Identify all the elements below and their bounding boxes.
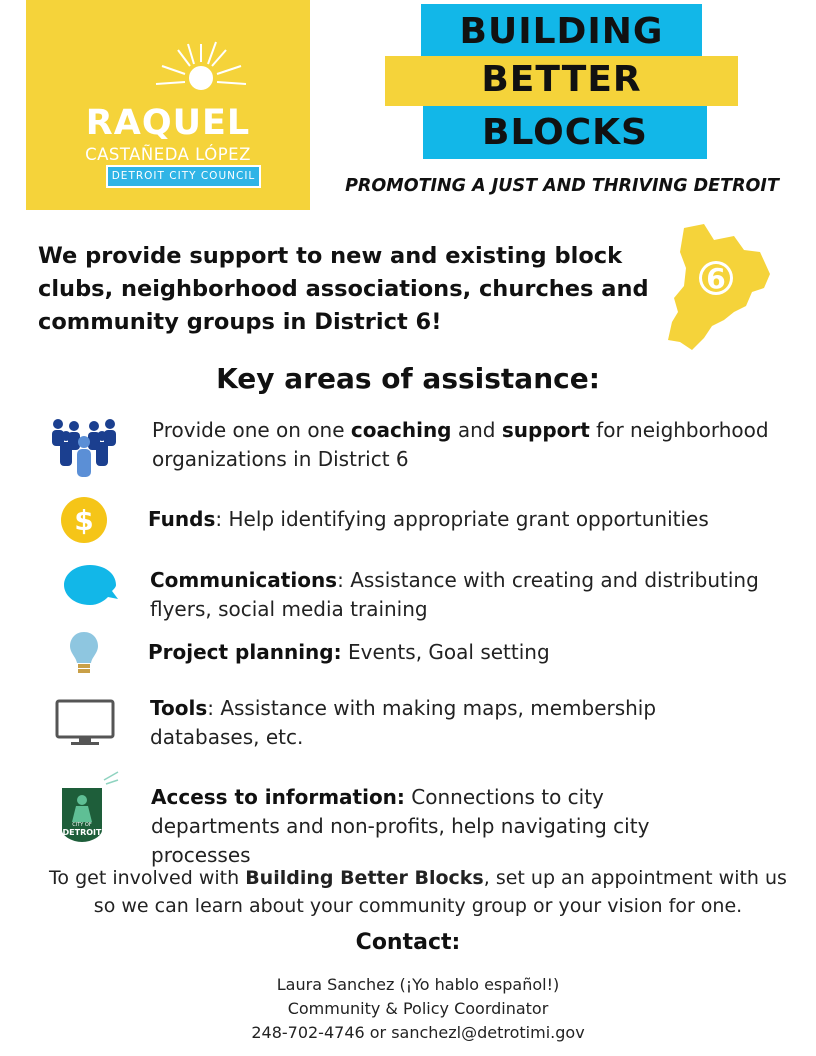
key-areas-heading: Key areas of assistance:	[216, 362, 600, 395]
intro-text: We provide support to new and existing block clubs, neighborhood associations, churches and community groups in District 6!	[38, 243, 649, 335]
district-map-icon	[664, 222, 772, 354]
item-communications-bold: Communications	[150, 568, 338, 592]
seal-city-of: CITY OF	[72, 822, 92, 828]
item-coaching	[152, 416, 782, 474]
involved-pre: To get involved with	[49, 867, 246, 889]
seal-detroit: DETROIT	[62, 828, 102, 837]
people-group-icon	[48, 416, 120, 478]
item-access-text: Connections to city departments and non-profits, help navigating city processes	[151, 785, 650, 867]
title-building: BUILDING	[421, 4, 702, 56]
contact-details: 248-702-4746 or sanchezl@detrotimi.gov	[251, 1023, 585, 1042]
computer-monitor-icon	[55, 699, 115, 747]
svg-text:$: $	[74, 504, 94, 537]
title-blocks: BLOCKS	[423, 106, 707, 159]
item-coaching-bold2: support	[501, 418, 590, 442]
item-tools-bold: Tools	[150, 696, 208, 720]
city-of-detroit-seal-icon	[52, 770, 120, 844]
item-communications-text: : Assistance with creating and distributing flyers, social media training	[150, 568, 759, 621]
logo-surname: CASTAÑEDA LÓPEZ	[85, 145, 251, 164]
item-tools-text: : Assistance with making maps, membership databases, etc.	[150, 696, 657, 749]
logo-name: RAQUEL	[85, 103, 251, 143]
district-number: 6	[706, 262, 726, 295]
item-coaching-pre: Provide one on one	[152, 418, 351, 442]
involved-bold: Building Better Blocks	[245, 867, 484, 889]
speech-bubble-icon	[60, 563, 120, 607]
dollar-coin-icon	[60, 496, 108, 544]
contact-heading: Contact:	[355, 930, 461, 955]
involved-post: , set up an appointment with us so we can learn about your community group or your vision for one.	[93, 867, 787, 917]
contact-role: Community & Policy Coordinator	[287, 999, 549, 1018]
item-project-planning-bold: Project planning:	[148, 640, 342, 664]
item-coaching-mid: and	[451, 418, 502, 442]
item-funds-bold: Funds	[148, 507, 216, 531]
item-communications	[150, 566, 780, 624]
logo-council-badge: DETROIT CITY COUNCIL	[106, 165, 261, 188]
sunburst-icon	[146, 40, 256, 110]
item-tools	[150, 694, 710, 752]
item-funds-text: : Help identifying appropriate grant opportunities	[215, 507, 709, 531]
tagline: PROMOTING A JUST AND THRIVING DETROIT	[345, 176, 779, 196]
item-project-planning-text: Events, Goal setting	[341, 640, 550, 664]
item-project-planning	[148, 638, 788, 667]
item-coaching-post: for neighborhood organizations in District 6	[152, 418, 769, 471]
contact-name: Laura Sanchez (¡Yo hablo español!)	[276, 975, 560, 994]
item-access-bold: Access to information:	[151, 785, 405, 809]
item-coaching-bold1: coaching	[350, 418, 452, 442]
item-access-information	[151, 783, 731, 870]
title-better: BETTER	[385, 56, 738, 106]
get-involved-text	[40, 864, 796, 920]
lightbulb-icon	[68, 630, 100, 676]
council-logo	[26, 0, 310, 210]
item-funds	[148, 505, 788, 534]
